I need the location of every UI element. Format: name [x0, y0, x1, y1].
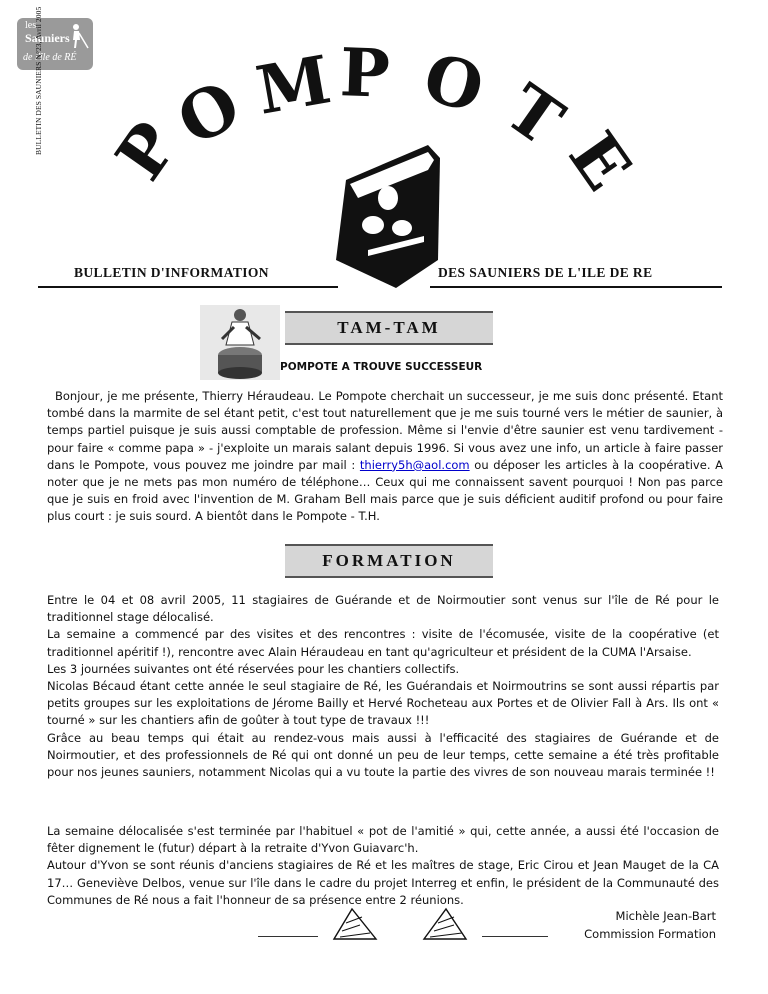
salt-shovel-icon	[328, 140, 448, 290]
formation-article	[47, 592, 719, 781]
bulletin-subtitle-right: DES SAUNIERS DE L'ILE DE RE	[438, 265, 653, 280]
formation-heading: FORMATION	[285, 544, 493, 578]
tamtam-heading: TAM-TAM	[285, 311, 493, 345]
formation-paragraph: La semaine délocalisée s'est terminée par l'habituel « pot de l'amitié » qui, cette année, a aussi été l'occasion de fêter dignement le (futur) départ à la retraite d'Yvon Guiavarc'h.	[47, 824, 719, 856]
formation-article-2	[47, 823, 719, 909]
tamtam-subheading: POMPOTE A TROUVE SUCCESSEUR	[280, 361, 483, 373]
logo-line-2: Sauniers	[25, 31, 70, 45]
signature-name: Michèle Jean-Bart	[615, 909, 716, 923]
formation-paragraph: Entre le 04 et 08 avril 2005, 11 stagiaires de Guérande et de Noirmoutier sont venus sur l'île de Ré pour le traditionnel stage délocalisé.	[47, 593, 719, 625]
logo-line-1: les	[25, 20, 37, 31]
masthead-letter: O	[165, 65, 253, 161]
signature-role: Commission Formation	[584, 927, 716, 941]
formation-paragraph: La semaine a commencé par des visites et des rencontres : visite de l'écomusée, visite de la coopérative (et traditionnel apéritif !), rencontre avec Alain Héraudeau en tant qu'agriculteur et président de la CUMA l'Arsaise.	[47, 627, 719, 659]
masthead-letter: O	[415, 37, 492, 129]
masthead-letter: T	[492, 68, 578, 162]
masthead-letter: M	[250, 40, 337, 130]
formation-paragraph: Les 3 journées suivantes ont été réservées pour les chantiers collectifs.	[47, 661, 460, 676]
subtitle-rule-left	[38, 286, 338, 288]
formation-paragraph: Grâce au beau temps qui était au rendez-vous mais aussi à l'efficacité des stagiaires de Guérande et de Noirmoutier, et des professionnels de Ré qui ont donné un peu de leur temps, cette semaine a été très profitable pour nos jeunes sauniers, notamment Nicolas qui a vu toute la partie des vivres de son nouveau marais terminée !!	[47, 730, 719, 780]
masthead-letter: P	[338, 33, 391, 113]
formation-paragraph: Nicolas Bécaud étant cette année le seul stagiaire de Ré, les Guérandais et Noirmoutrins se sont aussi répartis par petits groupes sur les exploitations de Jérome Bailly et Hervé Rocheteau aux Portes et de Olivier Fall à Ars. Ils ont « tourné » sur les chantiers afin de goûter à tout type de travaux !!!	[47, 679, 719, 728]
tamtam-text-2: ou déposer les articles à la coopérative. A noter que je ne mets pas mon numéro de téléphone… Ceux qui me connaissent savent pourquoi ! Non pas parce que je suis en froid avec l'invention de M. Graham Bell mais parce que je suis déficient auditif profond ou pour faire plus court : je suis sourd. A bientôt dans le Pompote - T.H.	[47, 457, 723, 524]
signature	[584, 907, 716, 943]
tamtam-text-1: Bonjour, je me présente, Thierry Héraudeau. Le Pompote cherchait un successeur, je me suis donc présenté. Etant tombé dans la marmite de sel étant petit, c'est tout naturellement que je me suis tourné vers le métier de saunier, à temps partiel puisque je suis aussi comptable de profession. Même si l'envie d'être saunier est venu tardivement - pour faire « comme papa » - j'exploite un marais salant depuis 1996. Si vous avez une info, un article à faire passer dans le Pompote, vous pouvez me joindre par mail :	[47, 389, 723, 472]
bulletin-subtitle-left: BULLETIN D'INFORMATION	[74, 265, 269, 280]
signature-rule-right	[482, 936, 548, 937]
tamtam-article	[47, 388, 723, 526]
formation-paragraph: Autour d'Yvon se sont réunis d'anciens stagiaires de Ré et les maîtres de stage, Eric Cirou et Jean Mauget de la CA 17… Geneviève Delbos, venue sur l'île dans le cadre du projet Interreg et enfin, le président de la Communauté des Communes de Ré nous a fait l'honneur de sa présence entre 2 réunions.	[47, 858, 719, 907]
email-link[interactable]: thierry5h@aol.com	[359, 457, 470, 472]
masthead-letter: P	[100, 108, 194, 194]
signature-rule-left	[258, 936, 318, 937]
masthead-letter: E	[553, 118, 647, 204]
salt-pile-icon	[330, 905, 380, 943]
drummer-illustration	[200, 305, 280, 380]
salt-pile-icon	[420, 905, 470, 943]
subtitle-rule-right	[430, 286, 722, 288]
issue-caption: BULLETIN DES SAUNIERS N°23, Avril 2005	[34, 6, 43, 155]
salt-worker-icon	[67, 22, 89, 50]
sauniers-logo	[17, 18, 93, 70]
logo-line-3: de l'île de RÉ	[23, 52, 77, 63]
